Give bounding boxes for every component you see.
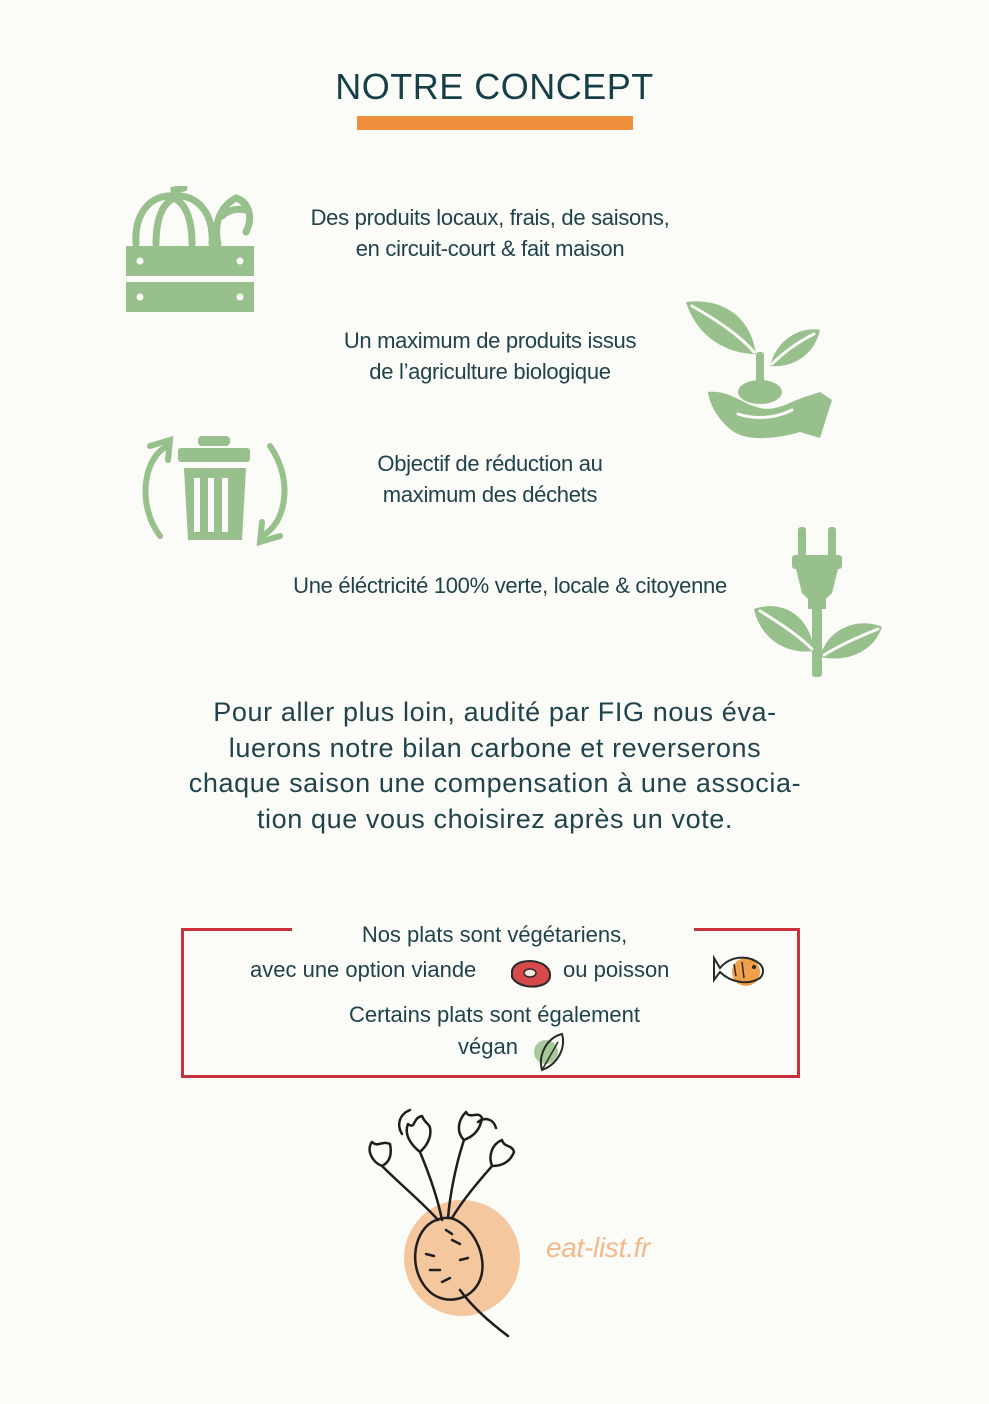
concept-item-line: de l’agriculture biologique bbox=[369, 359, 611, 384]
vegetable-crate-icon bbox=[122, 186, 258, 318]
carbon-paragraph bbox=[150, 695, 840, 837]
concept-item-electricity bbox=[240, 570, 780, 601]
concept-item-local bbox=[270, 202, 710, 264]
website-link[interactable]: eat-list.fr bbox=[546, 1232, 651, 1263]
paragraph-line: Pour aller plus loin, audité par FIG nous éva- bbox=[213, 697, 777, 727]
fish-icon bbox=[712, 950, 770, 990]
concept-item-waste bbox=[300, 448, 680, 510]
diet-line: ou poisson bbox=[563, 957, 670, 982]
concept-item-line: Une éléctricité 100% verte, locale & citoyenne bbox=[293, 573, 727, 598]
concept-item-line: Un maximum de produits issus bbox=[343, 328, 637, 353]
diet-line: Certains plats sont également bbox=[348, 1002, 641, 1027]
paragraph-line: luerons notre bilan carbone et reverserons bbox=[228, 732, 762, 763]
green-plug-icon bbox=[752, 527, 884, 679]
steak-icon bbox=[508, 957, 556, 991]
paragraph-line: tion que vous choisirez après un vote. bbox=[256, 803, 734, 834]
diet-line: Nos plats sont végétariens, bbox=[361, 922, 628, 947]
concept-item-organic bbox=[280, 325, 700, 387]
concept-item-line: maximum des déchets bbox=[382, 482, 598, 507]
title-underline bbox=[357, 116, 633, 130]
hand-plant-icon bbox=[680, 296, 840, 450]
leaf-icon bbox=[528, 1030, 572, 1074]
paragraph-line: chaque saison une compensation à une associa- bbox=[188, 768, 802, 798]
beetroot-icon bbox=[360, 1104, 540, 1340]
concept-item-line: Des produits locaux, frais, de saisons, bbox=[310, 205, 670, 230]
concept-item-line: en circuit-court & fait maison bbox=[355, 236, 625, 261]
concept-item-line: Objectif de réduction au bbox=[377, 451, 603, 476]
page-title: NOTRE CONCEPT bbox=[335, 66, 654, 107]
diet-line: avec une option viande bbox=[250, 957, 477, 982]
recycle-trash-icon bbox=[138, 432, 292, 550]
diet-line: végan bbox=[458, 1034, 518, 1059]
